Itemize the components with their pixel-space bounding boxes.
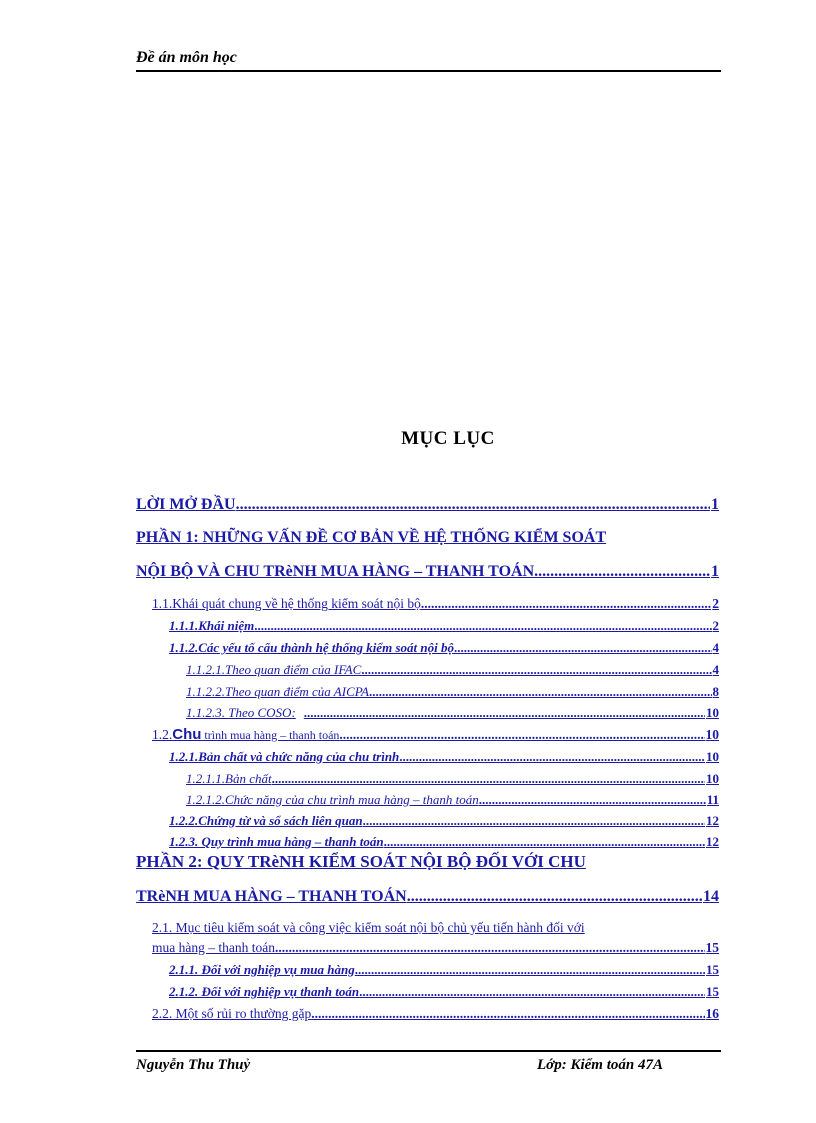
toc-entry-label: 1.1.2.Các yếu tố cấu thành hệ thống kiểm soát nội bộ (169, 640, 454, 655)
toc-entry-2-1-line1[interactable]: 2.1. Mục tiêu kiểm soát và công việc kiểm soát nội bộ chủ yếu tiến hành đối với (152, 920, 585, 935)
toc-page-number: 15 (706, 962, 719, 977)
toc-page-number: 11 (706, 792, 719, 807)
toc-leader (454, 640, 712, 656)
toc-leader (363, 813, 705, 829)
toc-entry-label: 2.1.1. Đối với nghiệp vụ mua hàng (169, 962, 355, 977)
page-footer (136, 1050, 721, 1073)
toc-entry-2-2[interactable] (152, 1006, 719, 1022)
toc-entry-label: 1.2.1.Bản chất và chức năng của chu trình (169, 749, 400, 764)
toc-page-number: 12 (706, 834, 719, 849)
toc-leader (538, 563, 710, 581)
toc-entry-label: 1.2.3. Quy trình mua hàng – thanh toán (169, 834, 384, 849)
toc-page-number: 8 (712, 684, 719, 699)
toc-entry-2-1[interactable] (152, 940, 719, 956)
header-title: Đề án môn học (136, 49, 237, 66)
toc-page-number: 15 (705, 940, 719, 955)
toc-entry-label: 1.1.2.3. Theo COSO: (186, 705, 296, 720)
toc-title: MỤC LỤC (401, 428, 495, 449)
toc-page-number: 4 (712, 640, 719, 655)
toc-entry-label: 1.1.2.1.Theo quan điểm của IFAC (186, 662, 362, 677)
toc-entry-1-2-3[interactable] (169, 834, 719, 850)
toc-leader (421, 596, 711, 612)
toc-entry-1-1-2-3[interactable] (186, 705, 719, 721)
toc-page-number: 4 (712, 662, 719, 677)
toc-entry-label: 1.1.2.2.Theo quan điểm của AICPA (186, 684, 369, 699)
toc-page-number: 12 (706, 813, 719, 828)
toc-leader (236, 496, 710, 514)
toc-leader (407, 888, 702, 906)
toc-leader (479, 792, 706, 808)
toc-entry-label: 2.1.2. Đối với nghiệp vụ thanh toán (169, 984, 360, 999)
toc-leader (361, 662, 711, 678)
toc-entry-1-1[interactable] (152, 596, 719, 612)
class-label: Lớp: Kiểm toán 47A (537, 1057, 663, 1073)
toc-page-number: 15 (706, 984, 719, 999)
toc-entry-1-2-1[interactable] (169, 749, 719, 765)
toc-leader (369, 684, 712, 700)
toc-entry-label: mua hàng – thanh toán (152, 940, 275, 955)
toc-page-number: 16 (705, 1006, 719, 1021)
toc-page-number: 1 (711, 496, 719, 513)
toc-page-number: 2 (712, 618, 719, 633)
toc-page-number: 10 (705, 727, 719, 742)
toc-entry-1-2-1-1[interactable] (186, 771, 719, 787)
toc-leader (399, 749, 705, 765)
toc-page-number: 10 (706, 771, 719, 786)
toc-leader (355, 962, 705, 978)
toc-leader (311, 1006, 704, 1022)
toc-page-number: 10 (706, 749, 719, 764)
toc-entry-label: LỜI MỞ ĐẦU (136, 496, 236, 513)
toc-entry-1-1-2[interactable] (169, 640, 719, 656)
toc-entry-part2[interactable] (136, 888, 719, 906)
toc-entry-label: NỘI BỘ VÀ CHU TRèNH MUA HÀNG – THANH TOÁN. (136, 563, 539, 580)
toc-entry-part1[interactable] (136, 563, 719, 581)
toc-entry-label: 2.2. Một số rủi ro thường gặp (152, 1006, 312, 1021)
toc-leader (254, 618, 711, 634)
toc-page-number: 1 (711, 563, 719, 580)
toc-entry-label: 1.2.1.2.Chức năng của chu trình mua hàng – thanh toán (186, 792, 479, 807)
toc-entry-label: 1.1.Khái quát chung về hệ thống kiểm soát nội bộ (152, 596, 421, 611)
toc-entry-part2-line1[interactable]: PHẦN 2: QUY TRèNH KIỂM SOÁT NỘI BỘ ĐỐI VỚI CHU (136, 852, 586, 871)
toc-leader (384, 834, 705, 850)
toc-page-number: 10 (706, 705, 719, 720)
toc-entry-1-2-2[interactable] (169, 813, 719, 829)
toc-entry-1-1-2-1[interactable] (186, 662, 719, 678)
toc-page-number: 2 (712, 596, 719, 611)
toc-entry-intro[interactable] (136, 496, 719, 514)
toc-entry-1-1-2-2[interactable] (186, 684, 719, 700)
toc-leader (339, 727, 704, 743)
toc-entry-label: 1.1.1.Khái niệm (169, 618, 255, 633)
toc-leader (275, 940, 705, 956)
page-header (136, 48, 721, 72)
toc-entry-label: TRèNH MUA HÀNG – THANH TOÁN (136, 888, 407, 905)
toc-entry-1-2[interactable] (152, 726, 719, 743)
toc-entry-label: 1.2.2.Chứng từ và sổ sách liên quan (169, 813, 363, 828)
toc-leader (296, 705, 705, 721)
toc-entry-label: 1.2.Chu trình mua hàng – thanh toán (152, 726, 340, 743)
author-name: Nguyễn Thu Thuỷ (136, 1057, 251, 1073)
toc-entry-part1-line1[interactable]: PHẦN 1: NHỮNG VẤN ĐỀ CƠ BẢN VỀ HỆ THỐNG KIỂM SOÁT (136, 529, 607, 546)
toc-entry-label: 1.2.1.1.Bản chất (186, 771, 272, 786)
toc-leader (359, 984, 705, 1000)
toc-entry-2-1-2[interactable] (169, 984, 719, 1000)
toc-leader (272, 771, 705, 787)
toc-entry-1-2-1-2[interactable] (186, 792, 719, 808)
toc-entry-1-1-1[interactable] (169, 618, 719, 634)
toc-entry-2-1-1[interactable] (169, 962, 719, 978)
toc-page-number: 14 (703, 888, 719, 905)
